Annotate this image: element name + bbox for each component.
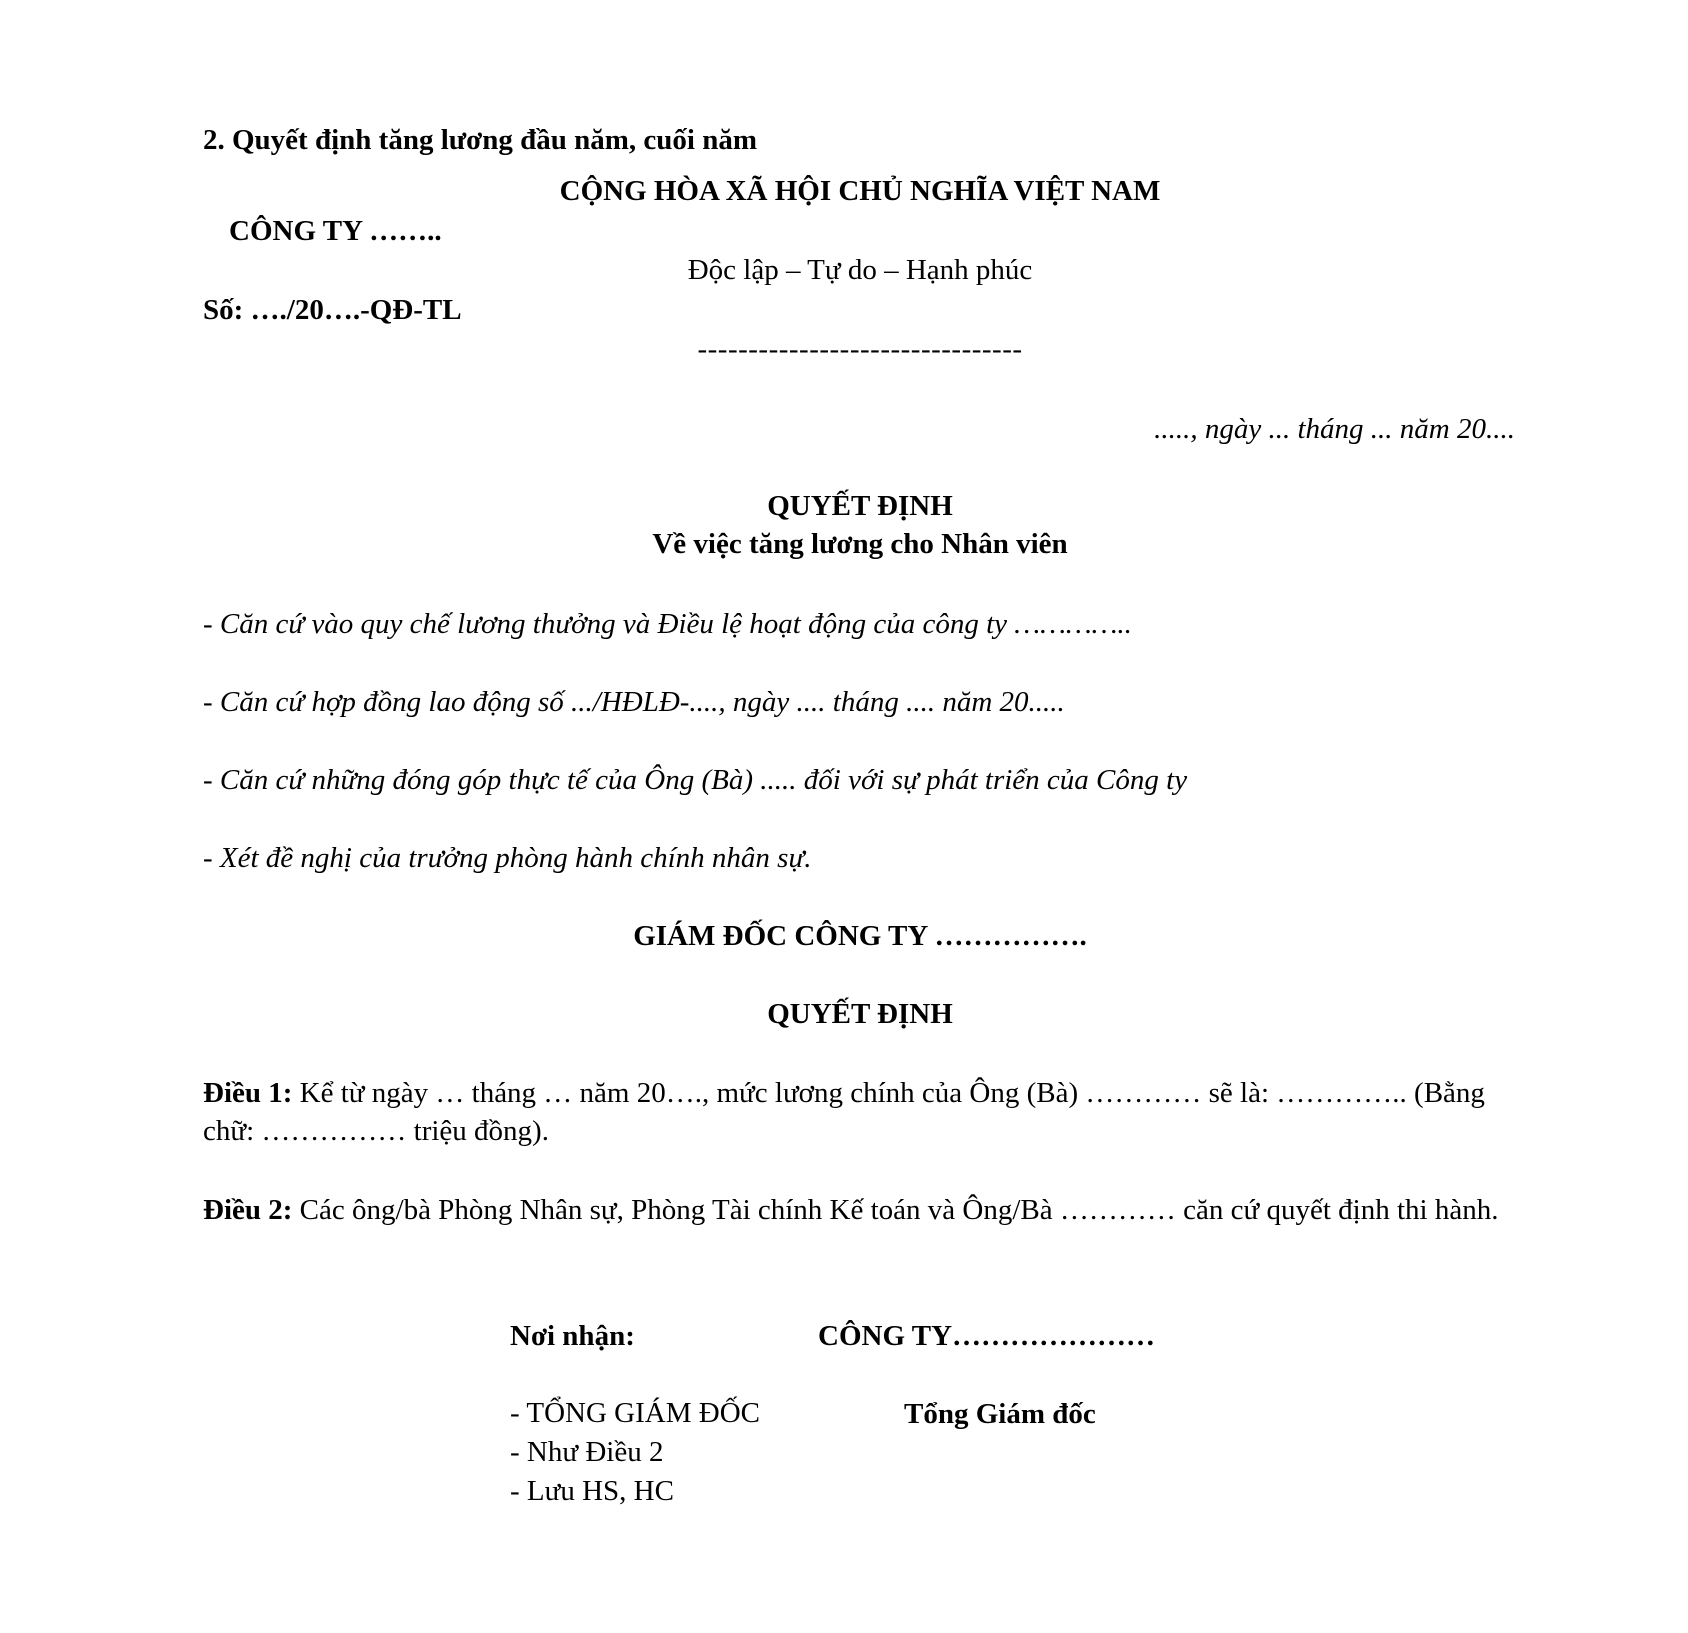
- header-separator: --------------------------------: [697, 333, 1023, 365]
- nation-title: CỘNG HÒA XÃ HỘI CHỦ NGHĨA VIỆT NAM: [559, 175, 1161, 207]
- decision-title: QUYẾT ĐỊNH: [767, 490, 953, 522]
- article-1-label: Điều 1:: [203, 1077, 293, 1109]
- decision-heading: QUYẾT ĐỊNH: [767, 998, 953, 1030]
- recipient-item: - Như Điều 2: [510, 1436, 664, 1468]
- recipient-item: - TỔNG GIÁM ĐỐC: [510, 1397, 760, 1429]
- basis-line-3: - Căn cứ những đóng góp thực tế của Ông (Bà) ..... đối với sự phát triển của Công ty: [203, 764, 1188, 796]
- decision-subtitle: Về việc tăng lương cho Nhân viên: [652, 528, 1068, 560]
- recipient-item: - Lưu HS, HC: [510, 1475, 674, 1507]
- authority-line: GIÁM ĐỐC CÔNG TY …………….: [633, 920, 1087, 952]
- signature-company: CÔNG TY…………………: [818, 1320, 1156, 1352]
- article-1: [203, 1074, 1518, 1150]
- section-heading: 2. Quyết định tăng lương đầu năm, cuối năm: [203, 124, 757, 156]
- basis-line-4: - Xét đề nghị của trưởng phòng hành chính nhân sự.: [203, 842, 812, 874]
- recipients-label: Nơi nhận:: [510, 1320, 635, 1352]
- basis-line-2: - Căn cứ hợp đồng lao động số .../HĐLĐ-...., ngày .... tháng .... năm 20.....: [203, 686, 1065, 718]
- recipients-list: [510, 1394, 760, 1511]
- document-number: Số: …./20….-QĐ-TL: [203, 294, 462, 326]
- basis-line-1: - Căn cứ vào quy chế lương thưởng và Điều lệ hoạt động của công ty …………..: [203, 608, 1132, 640]
- article-2-label: Điều 2:: [203, 1194, 293, 1226]
- company-name: CÔNG TY ……..: [229, 215, 442, 247]
- signature-title: Tổng Giám đốc: [904, 1398, 1096, 1430]
- national-motto: Độc lập – Tự do – Hạnh phúc: [687, 254, 1033, 286]
- article-2-text: Các ông/bà Phòng Nhân sự, Phòng Tài chính Kế toán và Ông/Bà ………… căn cứ quyết định thi hành.: [292, 1194, 1499, 1226]
- article-2: [203, 1191, 1518, 1229]
- date-line: ....., ngày ... tháng ... năm 20....: [1154, 413, 1515, 445]
- article-1-text: Kể từ ngày … tháng … năm 20…., mức lương chính của Ông (Bà) ………… sẽ là: ………….. (Bằng chữ: …………… triệu đồng).: [203, 1077, 1485, 1147]
